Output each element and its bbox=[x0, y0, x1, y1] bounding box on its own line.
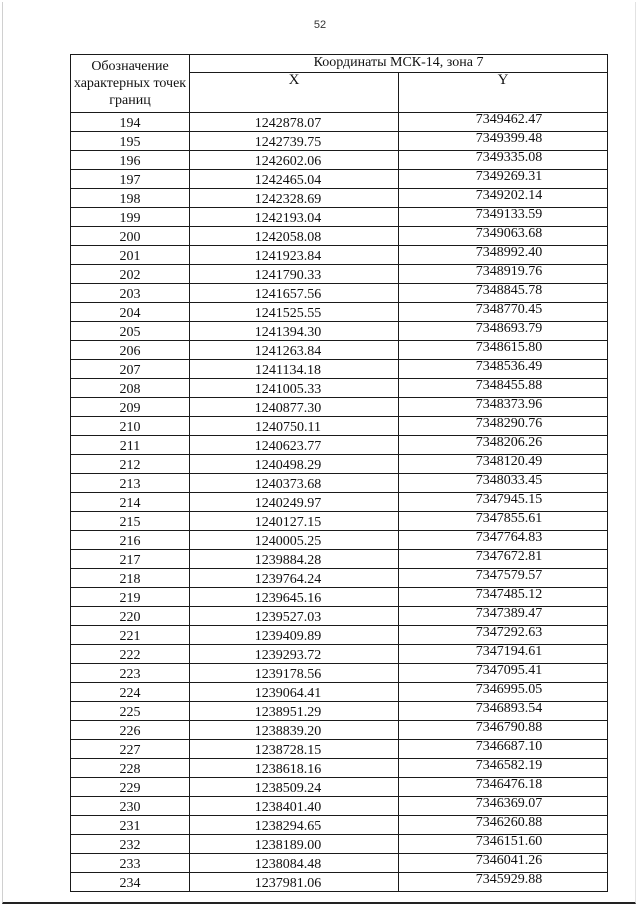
point-id-cell: 228 bbox=[71, 759, 190, 778]
coordinate-system-header: Координаты МСК-14, зона 7 bbox=[190, 55, 608, 73]
x-coordinate-cell: 1242739.75 bbox=[190, 132, 399, 151]
x-coordinate-cell: 1238509.24 bbox=[190, 778, 399, 797]
y-coordinate-cell: 7349202.14 bbox=[399, 189, 608, 208]
x-coordinate-cell: 1240005.25 bbox=[190, 531, 399, 550]
y-coordinate-cell: 7346790.88 bbox=[399, 721, 608, 740]
point-id-cell: 197 bbox=[71, 170, 190, 189]
point-id-cell: 195 bbox=[71, 132, 190, 151]
point-id-cell: 213 bbox=[71, 474, 190, 493]
table-row bbox=[71, 835, 608, 854]
table-row bbox=[71, 151, 608, 170]
table-header bbox=[71, 55, 608, 113]
x-coordinate-cell: 1242328.69 bbox=[190, 189, 399, 208]
x-coordinate-cell: 1241005.33 bbox=[190, 379, 399, 398]
point-id-cell: 231 bbox=[71, 816, 190, 835]
point-id-cell: 227 bbox=[71, 740, 190, 759]
y-coordinate-cell: 7349133.59 bbox=[399, 208, 608, 227]
table-row bbox=[71, 436, 608, 455]
y-coordinate-cell: 7346995.05 bbox=[399, 683, 608, 702]
y-coordinate-cell: 7349063.68 bbox=[399, 227, 608, 246]
y-coordinate-cell: 7348992.40 bbox=[399, 246, 608, 265]
table-row bbox=[71, 417, 608, 436]
x-coordinate-cell: 1242602.06 bbox=[190, 151, 399, 170]
y-coordinate-cell: 7347764.83 bbox=[399, 531, 608, 550]
x-coordinate-cell: 1240373.68 bbox=[190, 474, 399, 493]
x-coordinate-cell: 1241657.56 bbox=[190, 284, 399, 303]
point-id-cell: 212 bbox=[71, 455, 190, 474]
point-id-cell: 218 bbox=[71, 569, 190, 588]
table-row bbox=[71, 113, 608, 132]
table-row bbox=[71, 379, 608, 398]
point-id-cell: 234 bbox=[71, 873, 190, 892]
point-id-cell: 214 bbox=[71, 493, 190, 512]
point-id-cell: 198 bbox=[71, 189, 190, 208]
table-row bbox=[71, 569, 608, 588]
y-coordinate-cell: 7346476.18 bbox=[399, 778, 608, 797]
point-id-cell: 207 bbox=[71, 360, 190, 379]
y-coordinate-cell: 7349462.47 bbox=[399, 113, 608, 132]
table-row bbox=[71, 664, 608, 683]
x-coordinate-cell: 1242878.07 bbox=[190, 113, 399, 132]
y-coordinate-cell: 7349269.31 bbox=[399, 170, 608, 189]
y-coordinate-cell: 7348536.49 bbox=[399, 360, 608, 379]
point-id-cell: 226 bbox=[71, 721, 190, 740]
table-row bbox=[71, 759, 608, 778]
table-row bbox=[71, 702, 608, 721]
y-coordinate-cell: 7346260.88 bbox=[399, 816, 608, 835]
x-coordinate-cell: 1239645.16 bbox=[190, 588, 399, 607]
point-id-cell: 201 bbox=[71, 246, 190, 265]
y-coordinate-cell: 7347485.12 bbox=[399, 588, 608, 607]
x-coordinate-cell: 1241134.18 bbox=[190, 360, 399, 379]
y-coordinate-cell: 7349399.48 bbox=[399, 132, 608, 151]
x-coordinate-cell: 1240623.77 bbox=[190, 436, 399, 455]
point-id-cell: 210 bbox=[71, 417, 190, 436]
x-coordinate-cell: 1238189.00 bbox=[190, 835, 399, 854]
table-row bbox=[71, 797, 608, 816]
table-row bbox=[71, 284, 608, 303]
table-row bbox=[71, 208, 608, 227]
point-id-header: Обозначение характерных точек границ bbox=[71, 55, 190, 113]
x-coordinate-cell: 1239764.24 bbox=[190, 569, 399, 588]
x-coordinate-cell: 1239064.41 bbox=[190, 683, 399, 702]
x-coordinate-cell: 1240249.97 bbox=[190, 493, 399, 512]
table-row bbox=[71, 588, 608, 607]
x-coordinate-cell: 1239409.89 bbox=[190, 626, 399, 645]
table-row bbox=[71, 550, 608, 569]
table-row bbox=[71, 816, 608, 835]
y-coordinate-cell: 7347579.57 bbox=[399, 569, 608, 588]
table-row bbox=[71, 170, 608, 189]
table-row bbox=[71, 341, 608, 360]
y-coordinate-cell: 7346369.07 bbox=[399, 797, 608, 816]
table-row bbox=[71, 626, 608, 645]
x-coordinate-cell: 1242193.04 bbox=[190, 208, 399, 227]
y-coordinate-cell: 7346893.54 bbox=[399, 702, 608, 721]
y-coordinate-cell: 7347292.63 bbox=[399, 626, 608, 645]
y-coordinate-cell: 7348206.26 bbox=[399, 436, 608, 455]
point-id-cell: 208 bbox=[71, 379, 190, 398]
table-row bbox=[71, 854, 608, 873]
y-coordinate-cell: 7347095.41 bbox=[399, 664, 608, 683]
table-row bbox=[71, 740, 608, 759]
y-coordinate-cell: 7348033.45 bbox=[399, 474, 608, 493]
point-id-cell: 200 bbox=[71, 227, 190, 246]
y-coordinate-cell: 7348615.80 bbox=[399, 341, 608, 360]
point-id-cell: 199 bbox=[71, 208, 190, 227]
point-id-cell: 220 bbox=[71, 607, 190, 626]
point-id-cell: 224 bbox=[71, 683, 190, 702]
point-id-cell: 225 bbox=[71, 702, 190, 721]
table-row bbox=[71, 512, 608, 531]
y-coordinate-cell: 7347945.15 bbox=[399, 493, 608, 512]
x-column-header: X bbox=[190, 72, 399, 112]
y-coordinate-cell: 7348120.49 bbox=[399, 455, 608, 474]
y-coordinate-cell: 7348919.76 bbox=[399, 265, 608, 284]
x-coordinate-cell: 1241263.84 bbox=[190, 341, 399, 360]
table-row bbox=[71, 455, 608, 474]
x-coordinate-cell: 1241394.30 bbox=[190, 322, 399, 341]
table-row bbox=[71, 873, 608, 892]
point-id-cell: 222 bbox=[71, 645, 190, 664]
y-column-header: Y bbox=[399, 72, 608, 112]
x-coordinate-cell: 1238401.40 bbox=[190, 797, 399, 816]
x-coordinate-cell: 1239884.28 bbox=[190, 550, 399, 569]
x-coordinate-cell: 1238839.20 bbox=[190, 721, 399, 740]
x-coordinate-cell: 1239527.03 bbox=[190, 607, 399, 626]
x-coordinate-cell: 1240750.11 bbox=[190, 417, 399, 436]
y-coordinate-cell: 7348290.76 bbox=[399, 417, 608, 436]
x-coordinate-cell: 1242465.04 bbox=[190, 170, 399, 189]
y-coordinate-cell: 7347855.61 bbox=[399, 512, 608, 531]
y-coordinate-cell: 7348845.78 bbox=[399, 284, 608, 303]
y-coordinate-cell: 7346687.10 bbox=[399, 740, 608, 759]
point-id-cell: 205 bbox=[71, 322, 190, 341]
y-coordinate-cell: 7348770.45 bbox=[399, 303, 608, 322]
y-coordinate-cell: 7348455.88 bbox=[399, 379, 608, 398]
x-coordinate-cell: 1242058.08 bbox=[190, 227, 399, 246]
table-row bbox=[71, 322, 608, 341]
x-coordinate-cell: 1239293.72 bbox=[190, 645, 399, 664]
point-id-cell: 203 bbox=[71, 284, 190, 303]
x-coordinate-cell: 1240877.30 bbox=[190, 398, 399, 417]
y-coordinate-cell: 7347389.47 bbox=[399, 607, 608, 626]
table-row bbox=[71, 531, 608, 550]
point-id-cell: 211 bbox=[71, 436, 190, 455]
table-row bbox=[71, 398, 608, 417]
x-coordinate-cell: 1238084.48 bbox=[190, 854, 399, 873]
point-id-cell: 230 bbox=[71, 797, 190, 816]
x-coordinate-cell: 1238951.29 bbox=[190, 702, 399, 721]
table-row bbox=[71, 721, 608, 740]
y-coordinate-cell: 7346582.19 bbox=[399, 759, 608, 778]
x-coordinate-cell: 1238728.15 bbox=[190, 740, 399, 759]
point-id-cell: 233 bbox=[71, 854, 190, 873]
table-row bbox=[71, 493, 608, 512]
table-row bbox=[71, 227, 608, 246]
point-id-cell: 232 bbox=[71, 835, 190, 854]
page-number: 52 bbox=[313, 19, 327, 31]
point-id-cell: 206 bbox=[71, 341, 190, 360]
point-id-cell: 204 bbox=[71, 303, 190, 322]
table-row bbox=[71, 683, 608, 702]
x-coordinate-cell: 1237981.06 bbox=[190, 873, 399, 892]
table-row bbox=[71, 132, 608, 151]
y-coordinate-cell: 7347194.61 bbox=[399, 645, 608, 664]
point-id-cell: 196 bbox=[71, 151, 190, 170]
table-row bbox=[71, 778, 608, 797]
x-coordinate-cell: 1238618.16 bbox=[190, 759, 399, 778]
point-id-cell: 221 bbox=[71, 626, 190, 645]
x-coordinate-cell: 1240127.15 bbox=[190, 512, 399, 531]
point-id-cell: 216 bbox=[71, 531, 190, 550]
x-coordinate-cell: 1239178.56 bbox=[190, 664, 399, 683]
point-id-cell: 215 bbox=[71, 512, 190, 531]
y-coordinate-cell: 7348693.79 bbox=[399, 322, 608, 341]
table-body bbox=[71, 113, 608, 892]
table-row bbox=[71, 645, 608, 664]
x-coordinate-cell: 1241790.33 bbox=[190, 265, 399, 284]
point-id-cell: 202 bbox=[71, 265, 190, 284]
y-coordinate-cell: 7347672.81 bbox=[399, 550, 608, 569]
y-coordinate-cell: 7345929.88 bbox=[399, 873, 608, 892]
x-coordinate-cell: 1240498.29 bbox=[190, 455, 399, 474]
table-row bbox=[71, 303, 608, 322]
table-row bbox=[71, 607, 608, 626]
table-row bbox=[71, 189, 608, 208]
y-coordinate-cell: 7348373.96 bbox=[399, 398, 608, 417]
coordinates-table bbox=[70, 54, 608, 892]
point-id-cell: 194 bbox=[71, 113, 190, 132]
y-coordinate-cell: 7349335.08 bbox=[399, 151, 608, 170]
y-coordinate-cell: 7346041.26 bbox=[399, 854, 608, 873]
point-id-cell: 229 bbox=[71, 778, 190, 797]
point-id-cell: 217 bbox=[71, 550, 190, 569]
x-coordinate-cell: 1238294.65 bbox=[190, 816, 399, 835]
table-row bbox=[71, 265, 608, 284]
x-coordinate-cell: 1241923.84 bbox=[190, 246, 399, 265]
table-row bbox=[71, 474, 608, 493]
point-id-cell: 219 bbox=[71, 588, 190, 607]
point-id-cell: 223 bbox=[71, 664, 190, 683]
table-row bbox=[71, 360, 608, 379]
y-coordinate-cell: 7346151.60 bbox=[399, 835, 608, 854]
x-coordinate-cell: 1241525.55 bbox=[190, 303, 399, 322]
point-id-cell: 209 bbox=[71, 398, 190, 417]
table-row bbox=[71, 246, 608, 265]
